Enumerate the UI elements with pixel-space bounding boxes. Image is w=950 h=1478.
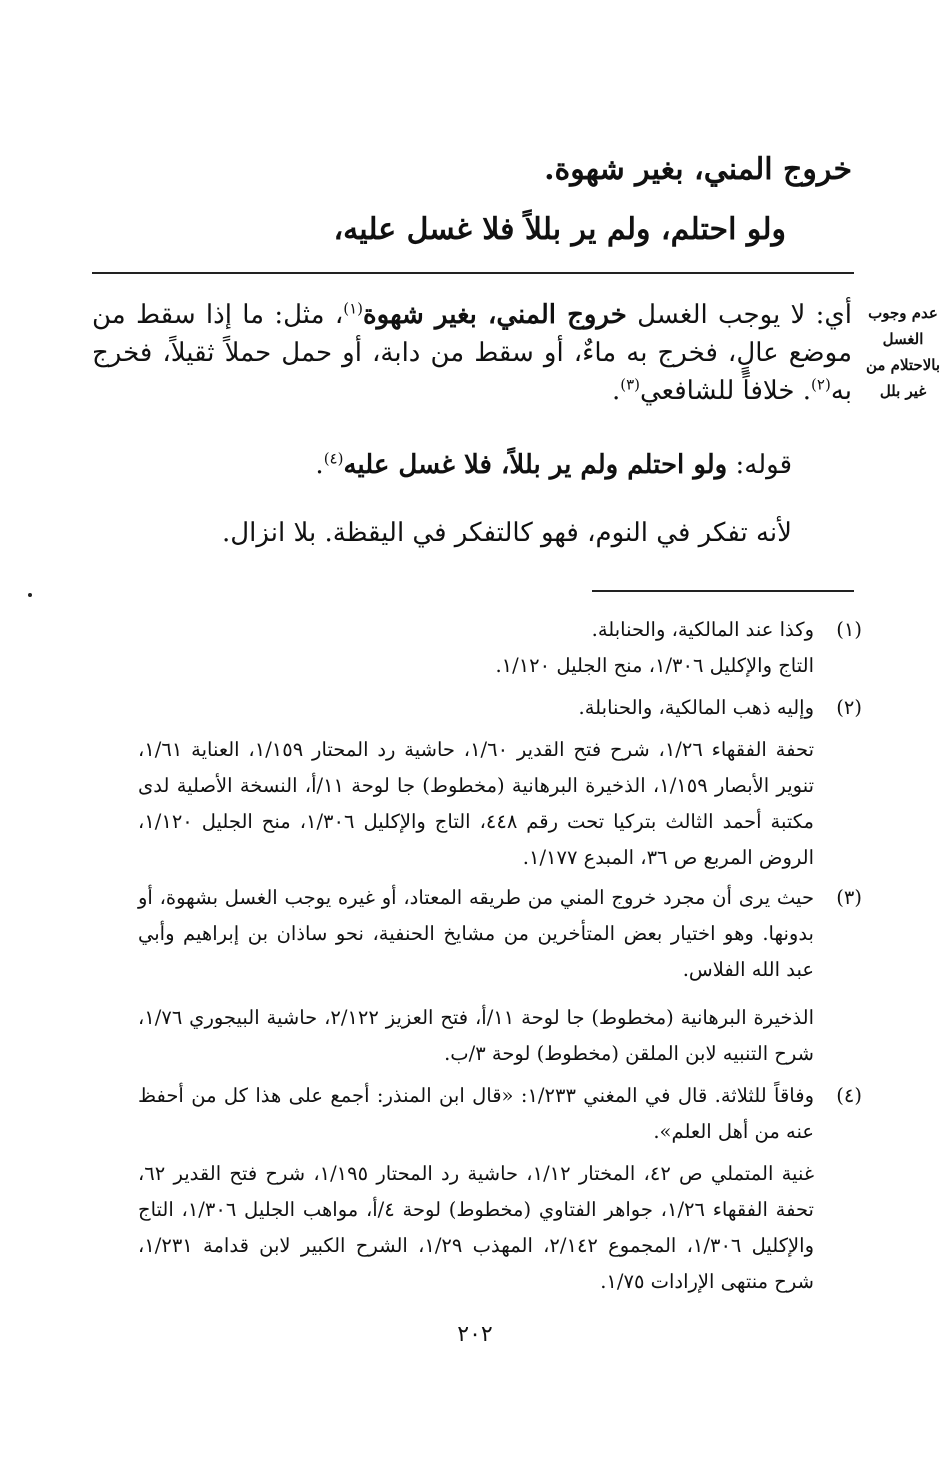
footnote-text: وفاقاً للثلاثة. قال في المغني ١/٢٣٣: «قال ابن المنذر: أجمع على هذا كل من أحفظ عنه من أهل العلم». [138, 1084, 814, 1143]
commentary-text: قوله: [727, 450, 792, 480]
commentary-paragraph-3: لأنه تفكر في النوم، فهو كالتفكر في اليقظة. بلا انزال. [222, 518, 792, 548]
margin-note: عدم وجوب الغسل بالاحتلام من غير بلل [865, 304, 940, 400]
matn-separator-rule [92, 272, 854, 274]
footnote-number: (٤) [836, 1084, 862, 1107]
commentary-text: . [315, 450, 324, 480]
commentary-paragraph-2 [92, 446, 792, 484]
footnote-ref-3[interactable]: (٣) [620, 375, 640, 394]
stray-mark [28, 593, 32, 597]
quoted-matn: ولو احتلم ولم ير بللاً، فلا غسل عليه [343, 450, 728, 480]
footnote-separator-rule [592, 590, 854, 592]
commentary-text: . خلافاً للشافعي [640, 376, 812, 406]
footnote-references: الذخيرة البرهانية (مخطوط) جا لوحة ١١/أ، فتح العزيز ٢/١٢٢، حاشية البيجوري ١/٧٦، شرح التنبيه لابن الملقن (مخطوط) لوحة ٣/ب. [138, 1006, 815, 1065]
commentary-text: أي: لا يوجب الغسل [626, 300, 852, 330]
footnote-ref-1[interactable]: (١) [343, 299, 364, 318]
commentary-text: ، مثل: ما إذا سقط من موضع عالٍ، فخرج به ماءٌ، أو سقط من دابة، أو حمل حملاً ثقيلاً، فخرج به [92, 300, 852, 406]
footnote-ref-4[interactable]: (٤) [323, 449, 344, 468]
footnote-ref-2[interactable]: (٢) [811, 375, 831, 394]
footnote-number: (٢) [836, 696, 862, 719]
footnote-text: حيث يرى أن مجرد خروج المني من طريقه المعتاد، أو غيره يوجب الغسل بشهوة، أو بدونها. وهو اختيار بعض المتأخرين من مشايخ الحنفية، نحو ساذان بن إبراهيم وأبي عبد الله الفلاس. [138, 886, 814, 981]
footnote-number: (٣) [836, 886, 862, 909]
commentary-paragraph-1 [92, 296, 852, 410]
quoted-matn: خروج المني، بغير شهوة [363, 300, 627, 330]
matn-line-2: ولو احتلم، ولم ير بللاً فلا غسل عليه، [333, 212, 786, 247]
footnote-references: التاج والإكليل ١/٣٠٦، منح الجليل ١/١٢٠. [495, 654, 814, 677]
matn-line-1: خروج المني، بغير شهوة. [544, 152, 852, 187]
footnote-text: وكذا عند المالكية، والحنابلة. [591, 618, 814, 641]
footnote-text: وإليه ذهب المالكية، والحنابلة. [578, 696, 814, 719]
footnote-references: غنية المتملي ص ٤٢، المختار ١/١٢، حاشية رد المحتار ١/١٩٥، شرح فتح القدير ٦٢، تحفة الفقهاء ١/٢٦، جواهر الفتاوي (مخطوط) لوحة ٤/أ، مواهب الجليل ١/٣٠٦، التاج والإكليل ١/٣٠٦، المجموع ٢/١٤٢، المهذب ١/٢٩، الشرح الكبير لابن قدامة ١/٢٣١، شرح منتهى الإرادات ١/٧٥. [138, 1162, 815, 1293]
page-number: ٢٠٢ [457, 1322, 493, 1347]
commentary-text: . [611, 376, 621, 406]
footnote-number: (١) [836, 618, 862, 641]
footnote-references: تحفة الفقهاء ١/٢٦، شرح فتح القدير ١/٦٠، حاشية رد المحتار ١/١٥٩، العناية ١/٦١، تنوير الأبصار ١/١٥٩، الذخيرة البرهانية (مخطوط) جا لوحة ١١/أ، النسخة الأصلية لدى مكتبة أحمد الثالث بتركيا تحت رقم ٤٤٨، التاج والإكليل ١/٣٠٦، منح الجليل ١/١٢٠، الروض المربع ص ٣٦، المبدع ١/١٧٧. [138, 738, 815, 869]
